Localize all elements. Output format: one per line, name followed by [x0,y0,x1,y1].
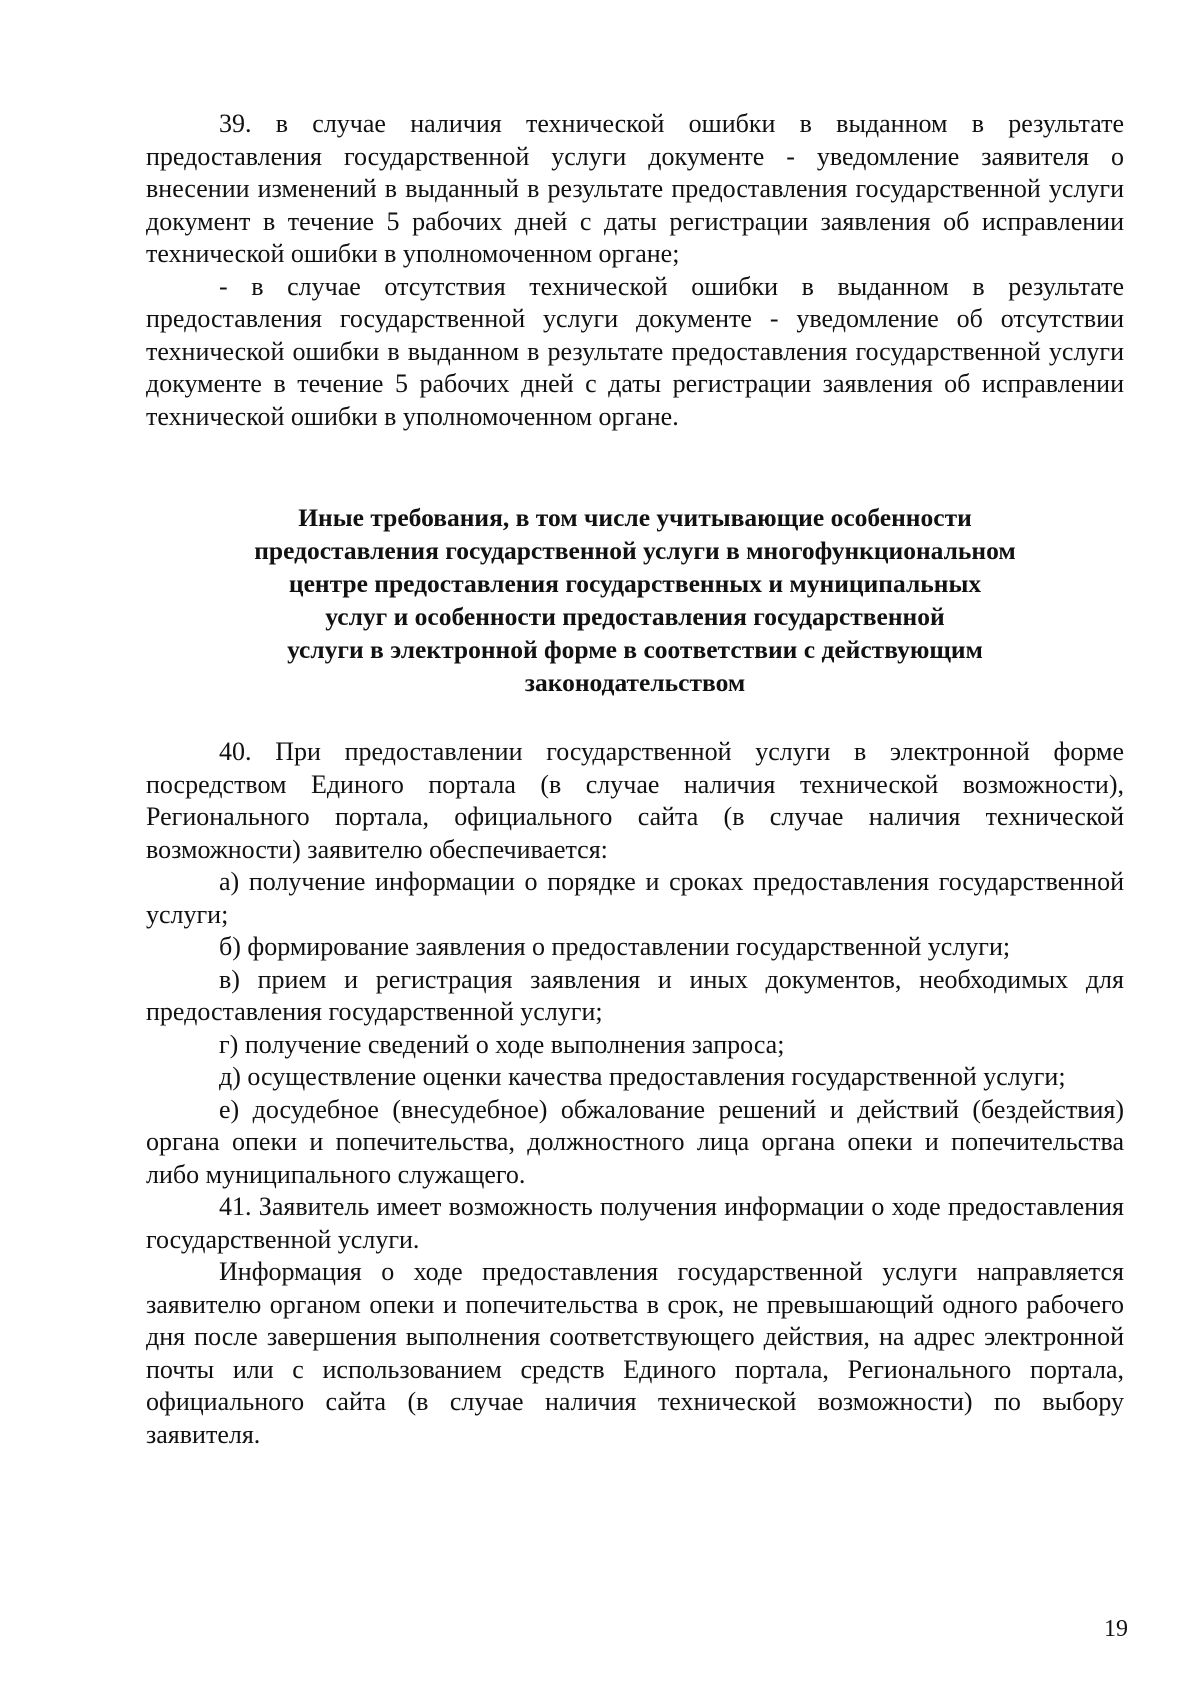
section-heading [146,501,1124,699]
paragraph-no-error: - в случае отсутствия технической ошибки в выданном в результате предоставления государственной услуги документе - уведомление об отсутствии технической ошибки в выданном в результате предоставления государственной услуги документе в течение 5 рабочих дней с даты регистрации заявления об исправлении технической ошибки в уполномоченном органе. [146,271,1124,431]
heading-line: предоставления государственной услуги в многофункциональном [254,536,1016,565]
heading-line: центре предоставления государственных и муниципальных [288,569,982,598]
list-item-d: д) осуществление оценки качества предоставления государственной услуги; [219,1062,1066,1091]
list-item-e: е) досудебное (внесудебное) обжалование решений и действий (бездействия) органа опеки и попечительства, должностного лица органа опеки и попечительства либо муниципального служащего. [146,1094,1124,1189]
paragraph-41: 41. Заявитель имеет возможность получения информации о ходе предоставления государственной услуги. [146,1192,1124,1254]
document-page [146,108,1124,1451]
page-number: 19 [1104,1616,1128,1642]
heading-line: законодательством [524,668,746,697]
heading-line: услуги в электронной форме в соответствии с действующим [287,635,983,664]
list-item-a: а) получение информации о порядке и сроках предоставления государственной услуги; [146,867,1124,929]
heading-line: услуг и особенности предоставления государственной [325,602,945,631]
list-item-b: б) формирование заявления о предоставлении государственной услуги; [219,932,1011,961]
paragraph-39: 39. в случае наличия технической ошибки в выданном в результате предоставления государственной услуги документе - уведомление заявителя о внесении изменений в выданный в результате предоставления государственной услуги документ в течение 5 рабочих дней с даты регистрации заявления об исправлении технической ошибки в уполномоченном органе; [146,109,1124,268]
list-item-v: в) прием и регистрация заявления и иных документов, необходимых для предоставления государственной услуги; [146,964,1124,1026]
heading-line: Иные требования, в том числе учитывающие особенности [298,503,972,532]
paragraph-40: 40. При предоставлении государственной услуги в электронной форме посредством Единого портала (в случае наличия технической возможности), Регионального портала, официального сайта (в случае наличия технической возможности) заявителю обеспечивается: [146,737,1124,864]
list-item-g: г) получение сведений о ходе выполнения запроса; [219,1029,785,1059]
paragraph-information: Информация о ходе предоставления государственной услуги направляется заявителю органом опеки и попечительства в срок, не превышающий одного рабочего дня после завершения выполнения соответствующего действия, на адрес электронной почты или с использованием средств Единого портала, Регионального портала, официального сайта (в случае наличия технической возможности) по выбору заявителя. [146,1257,1124,1449]
